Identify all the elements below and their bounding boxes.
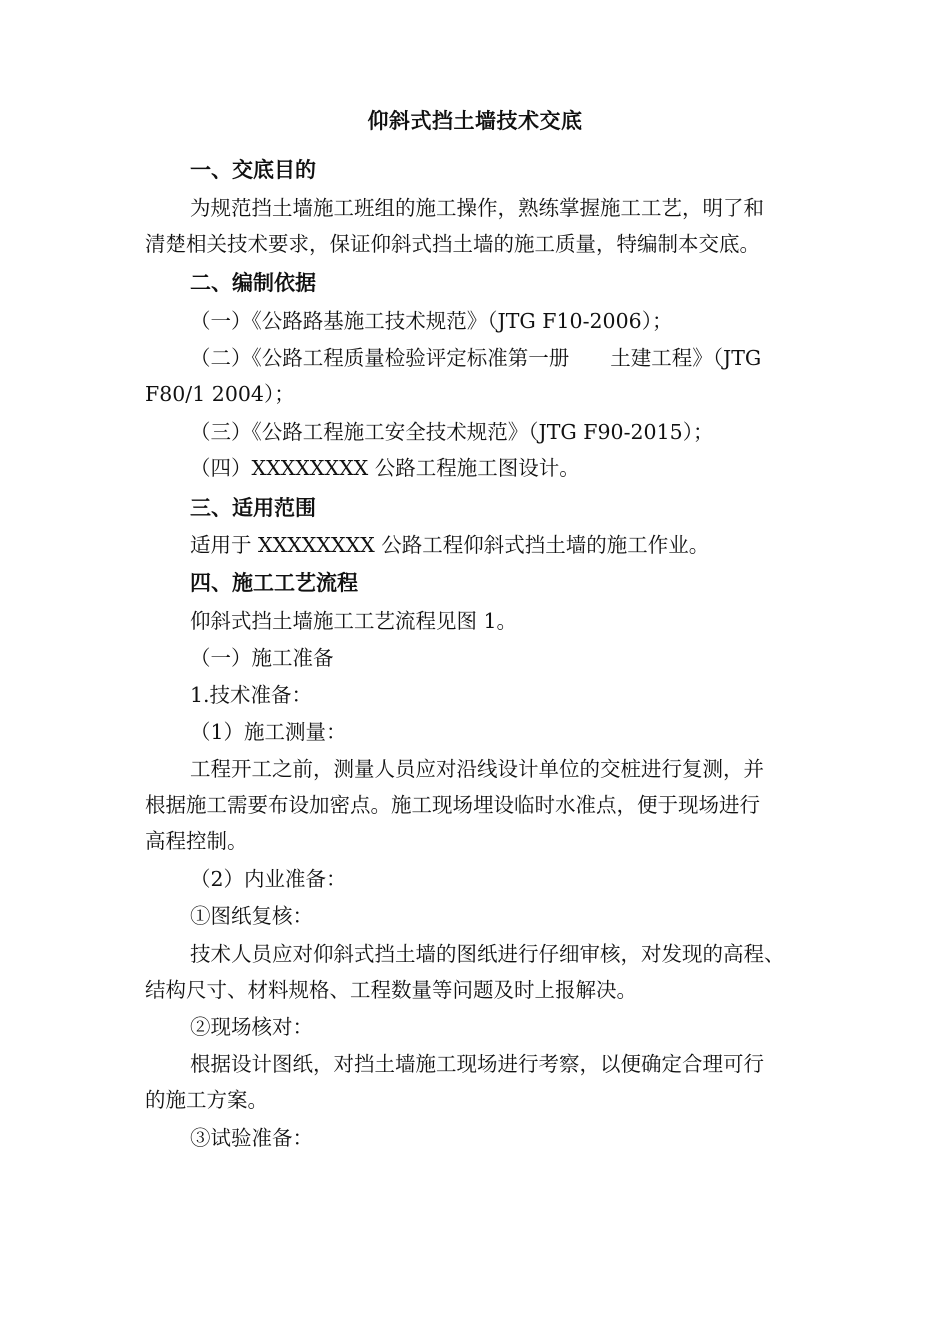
paragraph-line: 结构尺寸、材料规格、工程数量等问题及时上报解决。 bbox=[145, 978, 637, 1002]
subsection-heading: （2）内业准备： bbox=[190, 867, 347, 891]
section-heading-3: 三、适用范围 bbox=[190, 496, 316, 520]
paragraph-line: 工程开工之前，测量人员应对沿线设计单位的交桩进行复测，并 bbox=[190, 757, 764, 781]
section-heading-1: 一、交底目的 bbox=[190, 158, 316, 182]
paragraph-line: 仰斜式挡土墙施工工艺流程见图 1。 bbox=[190, 609, 518, 633]
section-heading-4: 四、施工工艺流程 bbox=[190, 571, 358, 595]
reference-item-2-continued: F80/1 2004）； bbox=[145, 382, 295, 406]
paragraph-line: 的施工方案。 bbox=[145, 1088, 268, 1112]
subsection-heading: （一）施工准备 bbox=[190, 646, 334, 670]
reference-item-1: （一）《公路路基施工技术规范》（JTG F10-2006）； bbox=[190, 309, 673, 333]
paragraph-line: 清楚相关技术要求，保证仰斜式挡土墙的施工质量，特编制本交底。 bbox=[145, 232, 760, 256]
subsection-heading: 1.技术准备： bbox=[190, 683, 313, 707]
section-heading-2: 二、编制依据 bbox=[190, 271, 316, 295]
reference-item-2: （二）《公路工程质量检验评定标准第一册 土建工程》（JTG bbox=[190, 346, 762, 370]
subsection-heading: ③试验准备： bbox=[190, 1126, 313, 1150]
reference-item-3: （三）《公路工程施工安全技术规范》（JTG F90-2015）； bbox=[190, 420, 714, 444]
paragraph-line: 为规范挡土墙施工班组的施工操作，熟练掌握施工工艺，明了和 bbox=[190, 196, 764, 220]
subsection-heading: ①图纸复核： bbox=[190, 904, 313, 928]
subsection-heading: （1）施工测量： bbox=[190, 720, 347, 744]
document-title: 仰斜式挡土墙技术交底 bbox=[367, 109, 583, 133]
paragraph-line: 技术人员应对仰斜式挡土墙的图纸进行仔细审核，对发现的高程、 bbox=[190, 942, 785, 966]
paragraph-line: 高程控制。 bbox=[145, 829, 248, 853]
paragraph-line: 根据施工需要布设加密点。施工现场埋设临时水准点，便于现场进行 bbox=[145, 793, 760, 817]
paragraph-line: 适用于 XXXXXXXX 公路工程仰斜式挡土墙的施工作业。 bbox=[190, 533, 710, 557]
paragraph-line: 根据设计图纸，对挡土墙施工现场进行考察，以便确定合理可行 bbox=[190, 1052, 764, 1076]
subsection-heading: ②现场核对： bbox=[190, 1015, 313, 1039]
reference-item-4: （四）XXXXXXXX 公路工程施工图设计。 bbox=[190, 456, 580, 480]
